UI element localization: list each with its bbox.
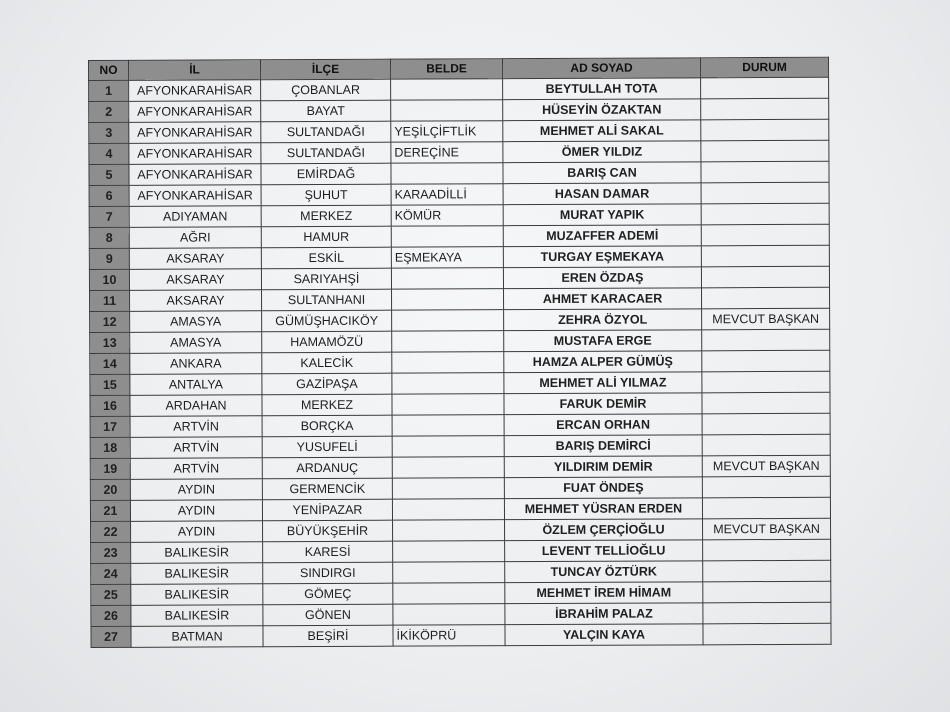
row-ad-soyad: BARIŞ DEMİRCİ	[504, 435, 702, 457]
row-durum	[702, 413, 830, 435]
row-durum	[701, 182, 829, 204]
row-ad-soyad: MEHMET ALİ YILMAZ	[504, 372, 702, 394]
row-durum	[701, 119, 829, 141]
row-durum	[701, 224, 829, 246]
row-durum	[703, 623, 831, 645]
row-ad-soyad: ZEHRA ÖZYOL	[504, 309, 702, 331]
row-ad-soyad: HÜSEYİN ÖZAKTAN	[503, 99, 701, 121]
row-belde: DEREÇİNE	[391, 142, 503, 163]
row-il: AĞRI	[129, 227, 261, 249]
row-ilce: SARIYAHŞİ	[261, 268, 391, 290]
row-durum	[702, 350, 830, 372]
row-belde: İKİKÖPRÜ	[393, 625, 505, 646]
row-number: 25	[91, 584, 131, 605]
row-ilce: GÖMEÇ	[263, 583, 393, 605]
row-ilce: ÇOBANLAR	[261, 79, 391, 101]
row-belde	[393, 562, 505, 583]
row-number: 16	[90, 395, 130, 416]
row-ilce: BEŞİRİ	[263, 625, 393, 647]
row-durum	[702, 497, 830, 519]
row-il: AMASYA	[130, 311, 262, 333]
row-ilce: SULTANHANI	[262, 289, 392, 311]
row-number: 26	[91, 605, 131, 626]
row-ilce: MERKEZ	[262, 394, 392, 416]
row-number: 7	[89, 206, 129, 227]
row-number: 14	[90, 353, 130, 374]
row-ad-soyad: HAMZA ALPER GÜMÜŞ	[504, 351, 702, 373]
header-ilce: İLÇE	[261, 59, 391, 80]
row-ilce: GÖNEN	[263, 604, 393, 626]
row-belde	[392, 415, 504, 436]
row-number: 23	[91, 542, 131, 563]
row-ad-soyad: FUAT ÖNDEŞ	[504, 477, 702, 499]
row-number: 5	[89, 164, 129, 185]
row-ad-soyad: MUSTAFA ERGE	[504, 330, 702, 352]
row-belde	[391, 100, 503, 121]
row-ilce: GAZİPAŞA	[262, 373, 392, 395]
row-ilce: BÜYÜKŞEHİR	[263, 520, 393, 542]
row-ilce: SINDIRGI	[263, 562, 393, 584]
row-il: AKSARAY	[129, 248, 261, 270]
row-ilce: BORÇKA	[262, 415, 392, 437]
row-ilce: GÜMÜŞHACIKÖY	[262, 310, 392, 332]
row-durum	[701, 98, 829, 120]
row-durum	[702, 476, 830, 498]
row-il: ARTVİN	[130, 437, 262, 459]
row-number: 3	[89, 122, 129, 143]
row-durum	[701, 203, 829, 225]
row-ilce: HAMUR	[261, 226, 391, 248]
row-number: 20	[90, 479, 130, 500]
row-il: ANTALYA	[130, 374, 262, 396]
row-number: 6	[89, 185, 129, 206]
row-il: AFYONKARAHİSAR	[129, 164, 261, 186]
row-ilce: HAMAMÖZÜ	[262, 331, 392, 353]
row-number: 10	[89, 269, 129, 290]
row-durum	[703, 539, 831, 561]
row-belde	[391, 79, 503, 100]
row-belde	[392, 373, 504, 394]
row-il: AFYONKARAHİSAR	[129, 143, 261, 165]
row-number: 12	[90, 311, 130, 332]
row-il: ARDAHAN	[130, 395, 262, 417]
row-ad-soyad: AHMET KARACAER	[504, 288, 702, 310]
row-ilce: SULTANDAĞI	[261, 121, 391, 143]
row-durum	[703, 581, 831, 603]
header-durum: DURUM	[700, 57, 828, 78]
row-ad-soyad: MUZAFFER ADEMİ	[503, 225, 701, 247]
row-ad-soyad: MEHMET ALİ SAKAL	[503, 120, 701, 142]
row-durum: MEVCUT BAŞKAN	[703, 518, 831, 540]
row-durum	[701, 161, 829, 183]
row-ilce: ESKİL	[261, 247, 391, 269]
row-il: AYDIN	[130, 500, 262, 522]
table-row	[90, 455, 830, 479]
row-ad-soyad: ERCAN ORHAN	[504, 414, 702, 436]
row-ilce: KALECİK	[262, 352, 392, 374]
row-number: 27	[91, 626, 131, 647]
row-il: AKSARAY	[129, 269, 261, 291]
row-durum	[702, 392, 830, 414]
row-il: AFYONKARAHİSAR	[129, 185, 261, 207]
row-il: ARTVİN	[130, 416, 262, 438]
row-belde	[392, 499, 504, 520]
header-ad-soyad: AD SOYAD	[502, 58, 700, 79]
row-durum	[703, 602, 831, 624]
row-ilce: BAYAT	[261, 100, 391, 122]
row-il: ARTVİN	[130, 458, 262, 480]
row-ad-soyad: HASAN DAMAR	[503, 183, 701, 205]
header-il: İL	[129, 60, 261, 81]
row-durum: MEVCUT BAŞKAN	[702, 308, 830, 330]
row-il: AFYONKARAHİSAR	[129, 101, 261, 123]
row-belde	[392, 394, 504, 415]
row-durum	[701, 140, 829, 162]
row-number: 11	[90, 290, 130, 311]
row-il: ADIYAMAN	[129, 206, 261, 228]
row-il: BATMAN	[131, 626, 263, 648]
candidate-table	[88, 57, 832, 648]
row-number: 21	[90, 500, 130, 521]
row-durum	[702, 434, 830, 456]
row-belde	[392, 352, 504, 373]
row-number: 19	[90, 458, 130, 479]
row-number: 22	[91, 521, 131, 542]
row-il: BALIKESİR	[131, 542, 263, 564]
table-row	[91, 623, 831, 647]
row-il: AKSARAY	[130, 290, 262, 312]
row-ad-soyad: İBRAHİM PALAZ	[505, 603, 703, 625]
row-belde	[392, 457, 504, 478]
row-ad-soyad: TURGAY EŞMEKAYA	[503, 246, 701, 268]
row-il: BALIKESİR	[131, 563, 263, 585]
row-ad-soyad: YILDIRIM DEMİR	[504, 456, 702, 478]
row-ilce: YUSUFELİ	[262, 436, 392, 458]
row-ilce: MERKEZ	[261, 205, 391, 227]
row-belde	[391, 226, 503, 247]
row-durum	[701, 77, 829, 99]
row-belde: KÖMÜR	[391, 205, 503, 226]
row-belde	[393, 541, 505, 562]
row-belde	[393, 583, 505, 604]
row-ilce: GERMENCİK	[262, 478, 392, 500]
row-il: AMASYA	[130, 332, 262, 354]
row-number: 1	[89, 80, 129, 101]
row-number: 4	[89, 143, 129, 164]
row-il: BALIKESİR	[131, 605, 263, 627]
row-il: ANKARA	[130, 353, 262, 375]
row-il: AFYONKARAHİSAR	[129, 80, 261, 102]
row-belde	[393, 520, 505, 541]
row-durum	[701, 266, 829, 288]
row-ad-soyad: BEYTULLAH TOTA	[503, 78, 701, 100]
row-number: 9	[89, 248, 129, 269]
row-durum	[702, 329, 830, 351]
row-belde: YEŞİLÇİFTLİK	[391, 121, 503, 142]
row-durum	[701, 245, 829, 267]
row-il: BALIKESİR	[131, 584, 263, 606]
row-durum	[702, 371, 830, 393]
row-il: AYDIN	[131, 521, 263, 543]
row-ilce: KARESİ	[263, 541, 393, 563]
row-belde	[392, 310, 504, 331]
row-number: 15	[90, 374, 130, 395]
row-belde	[392, 289, 504, 310]
row-durum	[703, 560, 831, 582]
row-ad-soyad: TUNCAY ÖZTÜRK	[505, 561, 703, 583]
row-il: AYDIN	[130, 479, 262, 501]
row-number: 18	[90, 437, 130, 458]
row-belde	[392, 331, 504, 352]
row-ad-soyad: ÖMER YILDIZ	[503, 141, 701, 163]
row-ilce: ARDANUÇ	[262, 457, 392, 479]
row-belde	[393, 604, 505, 625]
row-ad-soyad: YALÇIN KAYA	[505, 624, 703, 646]
table-body	[89, 77, 831, 647]
row-belde	[392, 436, 504, 457]
row-durum: MEVCUT BAŞKAN	[702, 455, 830, 477]
row-ilce: EMİRDAĞ	[261, 163, 391, 185]
row-ilce: YENİPAZAR	[262, 499, 392, 521]
row-belde: EŞMEKAYA	[391, 247, 503, 268]
table-row	[90, 308, 830, 332]
row-ad-soyad: LEVENT TELLİOĞLU	[505, 540, 703, 562]
header-no: NO	[89, 60, 129, 80]
row-ad-soyad: EREN ÖZDAŞ	[503, 267, 701, 289]
row-ad-soyad: ÖZLEM ÇERÇİOĞLU	[505, 519, 703, 541]
row-belde	[392, 478, 504, 499]
row-ilce: ŞUHUT	[261, 184, 391, 206]
row-ad-soyad: FARUK DEMİR	[504, 393, 702, 415]
row-number: 2	[89, 101, 129, 122]
row-ad-soyad: MEHMET İREM HİMAM	[505, 582, 703, 604]
row-ad-soyad: MEHMET YÜSRAN ERDEN	[504, 498, 702, 520]
row-number: 8	[89, 227, 129, 248]
row-ad-soyad: MURAT YAPIK	[503, 204, 701, 226]
table-row	[91, 518, 831, 542]
row-belde	[391, 163, 503, 184]
row-durum	[701, 287, 829, 309]
header-belde: BELDE	[390, 59, 502, 79]
row-ad-soyad: BARIŞ CAN	[503, 162, 701, 184]
row-belde: KARAADİLLİ	[391, 184, 503, 205]
row-il: AFYONKARAHİSAR	[129, 122, 261, 144]
row-number: 17	[90, 416, 130, 437]
row-number: 13	[90, 332, 130, 353]
row-belde	[391, 268, 503, 289]
row-ilce: SULTANDAĞI	[261, 142, 391, 164]
row-number: 24	[91, 563, 131, 584]
